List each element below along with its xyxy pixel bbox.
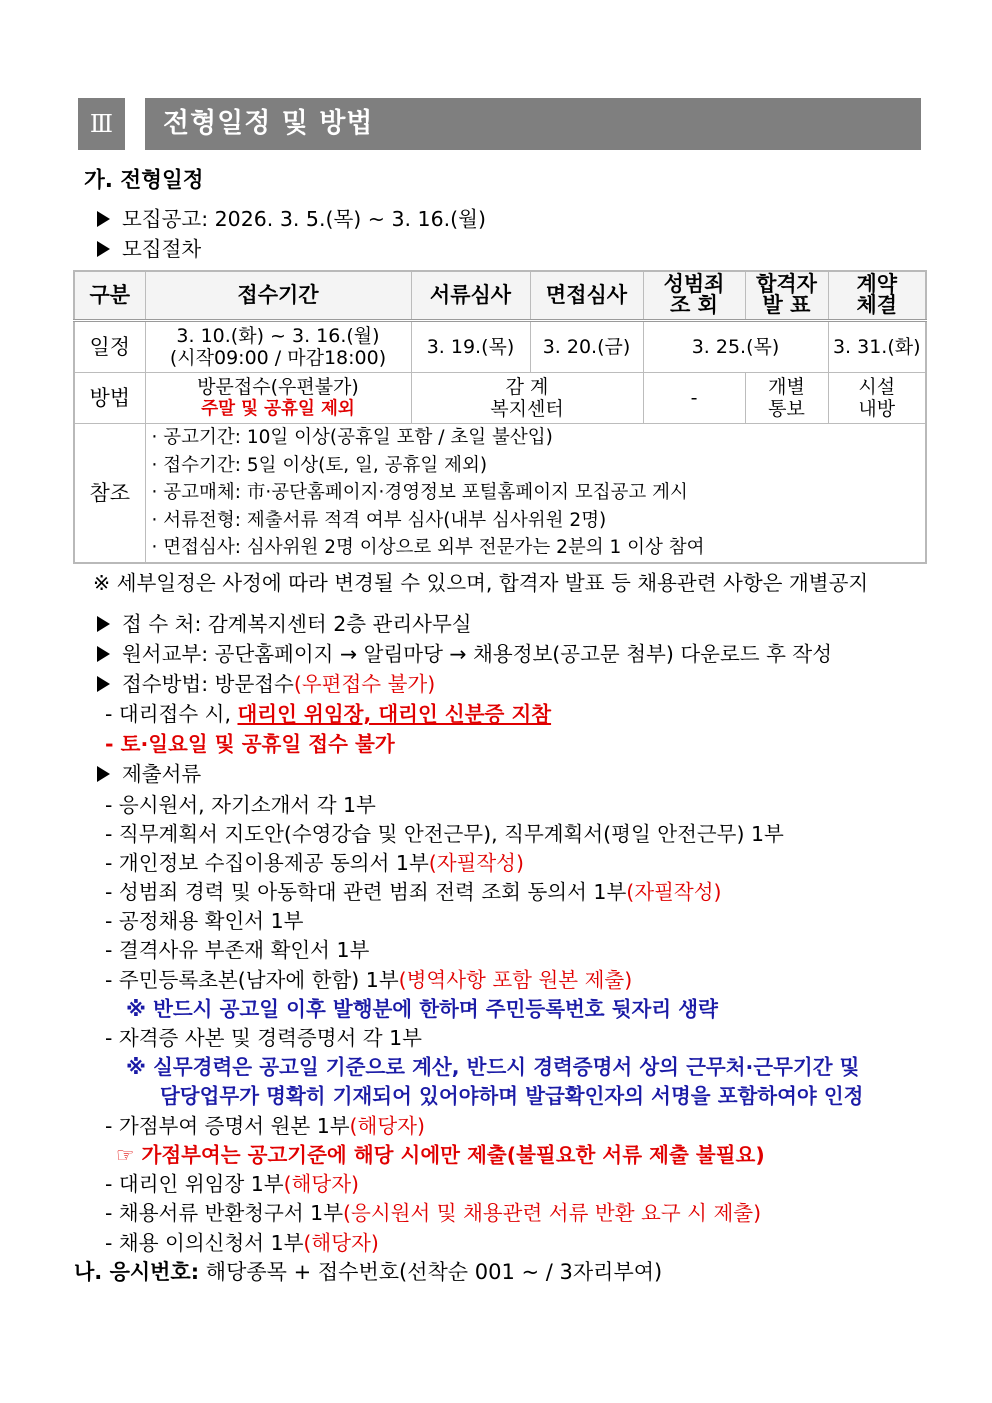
method-period: 방문접수(우편불가) 주말 및 공휴일 제외: [145, 372, 411, 423]
triangle-bullet-icon: [97, 766, 110, 782]
document-note: ※ 반드시 공고일 이후 발행분에 한하며 주민등록번호 뒷자리 생략: [126, 997, 718, 1021]
th-interview: 면접심사: [530, 271, 643, 320]
method-crime: -: [643, 372, 745, 423]
note-item: · 접수기간: 5일 이상(토, 일, 공휴일 제외): [151, 454, 488, 476]
method-pass: 개별 통보: [745, 372, 828, 423]
document-item: - 가점부여 증명서 원본 1부(해당자): [105, 1114, 425, 1138]
th-contract: 계약 체결: [828, 271, 926, 320]
recruit-process: 모집절차: [97, 235, 201, 263]
row-label-notes: 참조: [74, 423, 145, 563]
row-label-method: 방법: [74, 372, 145, 423]
no-weekend: - 토·일요일 및 공휴일 접수 불가: [105, 732, 395, 756]
th-pass-announce: 합격자 발 표: [745, 271, 828, 320]
document-item: - 응시원서, 자기소개서 각 1부: [105, 793, 376, 817]
document-item: - 결격사유 부존재 확인서 1부: [105, 938, 370, 962]
note-item: · 면접심사: 심사위원 2명 이상으로 외부 전문가는 2분의 1 이상 참여: [151, 537, 705, 558]
document-item: - 자격증 사본 및 경력증명서 각 1부: [105, 1026, 422, 1050]
document-item: - 채용서류 반환청구서 1부(응시원서 및 채용관련 서류 반환 요구 시 제출): [105, 1201, 762, 1225]
subsection-ga: 가. 전형일정: [84, 168, 204, 193]
section-number: Ⅲ: [78, 98, 125, 150]
schedule-doc: 3. 19.(목): [411, 320, 530, 372]
documents-title: 제출서류: [97, 760, 201, 788]
table-row-schedule: [74, 320, 926, 372]
document-item: - 성범죄 경력 및 아동학대 관련 범죄 전력 조회 동의서 1부(자필작성): [105, 880, 722, 904]
th-crime-check: 성범죄 조 회: [643, 271, 745, 320]
th-period: 접수기간: [145, 271, 411, 320]
triangle-bullet-icon: [97, 646, 110, 662]
schedule-table: [73, 270, 927, 564]
document-note: ☞ 가점부여는 공고기준에 해당 시에만 제출(불필요한 서류 제출 불필요): [116, 1143, 765, 1167]
note-item: · 공고매체: 市·공단홈페이지·경영정보 포털홈페이지 모집공고 게시: [151, 482, 688, 503]
note-item: · 공고기간: 10일 이상(공휴일 포함 / 초일 불산입): [151, 427, 553, 448]
recruit-notice: 모집공고: 2026. 3. 5.(목) ~ 3. 16.(월): [97, 205, 486, 233]
triangle-bullet-icon: [97, 676, 110, 692]
triangle-bullet-icon: [97, 241, 110, 257]
form-distribution: 원서교부: 공단홈페이지 → 알림마당 → 채용정보(공고문 첨부) 다운로드 후 작성: [97, 640, 832, 668]
proxy-reception: - 대리접수 시, 대리인 위임장, 대리인 신분증 지참: [105, 702, 552, 726]
document-note: 담당업무가 명확히 기재되어 있어야하며 발급확인자의 서명을 포함하여야 인정: [160, 1084, 864, 1108]
triangle-bullet-icon: [97, 616, 110, 632]
th-doc: 서류심사: [411, 271, 530, 320]
footnote: ※ 세부일정은 사정에 따라 변경될 수 있으며, 합격자 발표 등 채용관련 사항은 개별공지: [93, 571, 869, 595]
schedule-period: 3. 10.(화) ~ 3. 16.(월) (시작09:00 / 마감18:00): [145, 320, 411, 372]
reception-place: 접 수 처: 감계복지센터 2층 관리사무실: [97, 610, 472, 638]
document-item: - 채용 이의신청서 1부(해당자): [105, 1231, 379, 1255]
schedule-interview: 3. 20.(금): [530, 320, 643, 372]
document-item: - 개인정보 수집이용제공 동의서 1부(자필작성): [105, 851, 524, 875]
document-note: ※ 실무경력은 공고일 기준으로 계산, 반드시 경력증명서 상의 근무처·근무기간 및: [126, 1055, 860, 1079]
table-header-row: [74, 271, 926, 320]
reception-method: 접수방법: 방문접수(우편접수 불가): [97, 670, 435, 698]
th-gubun: 구분: [74, 271, 145, 320]
document-item: - 직무계획서 지도안(수영강습 및 안전근무), 직무계획서(평일 안전근무) 1부: [105, 822, 784, 846]
table-row-method: [74, 372, 926, 423]
subsection-na: 나. 응시번호: 해당종목 + 접수번호(선착순 001 ~ / 3자리부여): [74, 1260, 663, 1284]
notes-cell: [145, 423, 926, 563]
method-center: 감 계 복지센터: [411, 372, 643, 423]
document-item: - 대리인 위임장 1부(해당자): [105, 1172, 360, 1196]
table-row-notes: [74, 423, 926, 563]
section-title: 전형일정 및 방법: [145, 98, 921, 150]
method-contract: 시설 내방: [828, 372, 926, 423]
document-item: - 공정채용 확인서 1부: [105, 909, 304, 933]
document-item: - 주민등록초본(남자에 한함) 1부(병역사항 포함 원본 제출): [105, 968, 633, 992]
note-item: · 서류전형: 제출서류 적격 여부 심사(내부 심사위원 2명): [151, 509, 607, 531]
row-label-schedule: 일정: [74, 320, 145, 372]
schedule-contract: 3. 31.(화): [828, 320, 926, 372]
schedule-crime-pass: 3. 25.(목): [643, 320, 828, 372]
triangle-bullet-icon: [97, 211, 110, 227]
